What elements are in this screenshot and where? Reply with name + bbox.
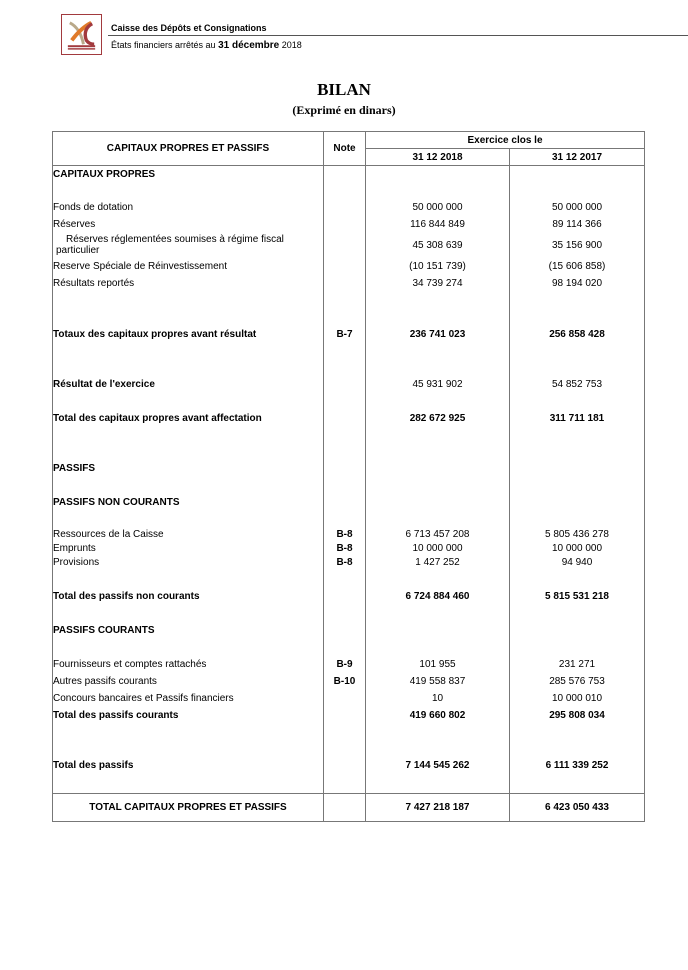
row-label: Totaux des capitaux propres avant résultat <box>53 326 324 343</box>
row-label: Reserve Spéciale de Réinvestissement <box>53 258 324 275</box>
row-note <box>324 690 366 707</box>
spacer-row <box>53 477 645 494</box>
report-subtitle-year: 2018 <box>279 40 302 50</box>
row-note <box>324 794 366 822</box>
row-note: B-8 <box>324 528 366 542</box>
row-note <box>324 275 366 292</box>
header-period-2017: 31 12 2017 <box>510 149 645 166</box>
row-value-2018: 6 713 457 208 <box>366 528 510 542</box>
spacer-row <box>53 511 645 528</box>
row-value-2017: 94 940 <box>510 556 645 570</box>
row-value-2017 <box>510 166 645 188</box>
row-label: Concours bancaires et Passifs financiers <box>53 690 324 707</box>
table-row <box>53 673 645 690</box>
row-value-2018 <box>366 460 510 477</box>
row-value-2017: 10 000 010 <box>510 690 645 707</box>
row-note: B-8 <box>324 556 366 570</box>
row-note <box>324 707 366 724</box>
table-row <box>53 757 645 774</box>
row-label: Ressources de la Caisse <box>53 528 324 542</box>
row-value-2017: 10 000 000 <box>510 542 645 556</box>
spacer-row <box>53 188 645 200</box>
row-value-2017: 256 858 428 <box>510 326 645 343</box>
row-label: Total des passifs courants <box>53 707 324 724</box>
header-period-2018: 31 12 2018 <box>366 149 510 166</box>
row-value-2018 <box>366 494 510 511</box>
table-row <box>53 275 645 292</box>
table-row <box>53 410 645 427</box>
table-row <box>53 542 645 556</box>
row-note: B-9 <box>324 656 366 673</box>
row-label: Résultats reportés <box>53 275 324 292</box>
organization-name: Caisse des Dépôts et Consignations <box>111 23 267 33</box>
spacer-row <box>53 393 645 410</box>
row-value-2017 <box>510 494 645 511</box>
row-note <box>324 588 366 605</box>
row-value-2017: 5 805 436 278 <box>510 528 645 542</box>
row-note: B-8 <box>324 542 366 556</box>
row-label: Résultat de l'exercice <box>53 376 324 393</box>
spacer-row <box>53 724 645 757</box>
row-label: PASSIFS <box>53 460 324 477</box>
cdc-logo-icon <box>61 14 102 55</box>
balance-sheet-table <box>52 131 645 822</box>
document-title: BILAN <box>317 80 371 99</box>
row-value-2018: 45 931 902 <box>366 376 510 393</box>
row-value-2018: 50 000 000 <box>366 200 510 216</box>
row-label: Autres passifs courants <box>53 673 324 690</box>
row-value-2018: 7 427 218 187 <box>366 794 510 822</box>
row-value-2017: 35 156 900 <box>510 233 645 258</box>
table-row <box>53 556 645 570</box>
spacer-row <box>53 292 645 326</box>
row-value-2017: 6 111 339 252 <box>510 757 645 774</box>
row-label: PASSIFS COURANTS <box>53 622 324 639</box>
table-row <box>53 166 645 188</box>
table-row <box>53 376 645 393</box>
row-note <box>324 410 366 427</box>
table-row <box>53 528 645 542</box>
table-row <box>53 622 645 639</box>
row-note <box>324 757 366 774</box>
report-subtitle <box>111 40 302 51</box>
table-row <box>53 326 645 343</box>
row-label: TOTAL CAPITAUX PROPRES ET PASSIFS <box>53 794 324 822</box>
header-exercise-group: Exercice clos le <box>366 132 645 149</box>
header-note: Note <box>324 132 366 166</box>
table-row <box>53 233 645 258</box>
row-value-2017: 295 808 034 <box>510 707 645 724</box>
row-value-2018: 282 672 925 <box>366 410 510 427</box>
row-note <box>324 622 366 639</box>
row-value-2017: 50 000 000 <box>510 200 645 216</box>
row-value-2017 <box>510 622 645 639</box>
row-value-2018: 419 558 837 <box>366 673 510 690</box>
row-label: Total des passifs <box>53 757 324 774</box>
row-value-2017: 5 815 531 218 <box>510 588 645 605</box>
row-value-2018: 7 144 545 262 <box>366 757 510 774</box>
row-note <box>324 216 366 233</box>
spacer-row <box>53 427 645 460</box>
table-row <box>53 258 645 275</box>
document-unit: (Exprimé en dinars) <box>292 103 396 117</box>
table-row <box>53 690 645 707</box>
row-value-2017: 89 114 366 <box>510 216 645 233</box>
row-value-2018: 116 844 849 <box>366 216 510 233</box>
grand-total-row <box>53 794 645 822</box>
row-label-line2: particulier <box>56 245 100 256</box>
header-label: CAPITAUX PROPRES ET PASSIFS <box>53 132 324 166</box>
spacer-row <box>53 639 645 656</box>
row-value-2018: 1 427 252 <box>366 556 510 570</box>
report-subtitle-prefix: États financiers arrêtés au <box>111 40 219 50</box>
row-value-2018: 236 741 023 <box>366 326 510 343</box>
row-value-2018 <box>366 166 510 188</box>
report-subtitle-date: 31 décembre <box>218 40 280 51</box>
row-value-2017: 231 271 <box>510 656 645 673</box>
row-label: Fournisseurs et comptes rattachés <box>53 656 324 673</box>
row-value-2018: 10 <box>366 690 510 707</box>
row-value-2017: 98 194 020 <box>510 275 645 292</box>
row-label: Réserves <box>53 216 324 233</box>
spacer-row <box>53 343 645 376</box>
row-label: Emprunts <box>53 542 324 556</box>
row-label: Provisions <box>53 556 324 570</box>
row-value-2018: 6 724 884 460 <box>366 588 510 605</box>
row-label: CAPITAUX PROPRES <box>53 166 324 188</box>
row-note: B-10 <box>324 673 366 690</box>
header-divider <box>108 35 688 36</box>
table-row <box>53 707 645 724</box>
row-label <box>53 233 324 258</box>
row-value-2017 <box>510 460 645 477</box>
row-note <box>324 460 366 477</box>
row-value-2018: 34 739 274 <box>366 275 510 292</box>
row-label: PASSIFS NON COURANTS <box>53 494 324 511</box>
row-note <box>324 494 366 511</box>
spacer-row <box>53 774 645 794</box>
row-value-2018 <box>366 622 510 639</box>
table-row <box>53 656 645 673</box>
row-note <box>324 233 366 258</box>
row-note <box>324 200 366 216</box>
row-label: Total des passifs non courants <box>53 588 324 605</box>
row-value-2017: 54 852 753 <box>510 376 645 393</box>
row-value-2017: 6 423 050 433 <box>510 794 645 822</box>
table-row <box>53 460 645 477</box>
row-label: Fonds de dotation <box>53 200 324 216</box>
row-value-2017: 285 576 753 <box>510 673 645 690</box>
row-note <box>324 166 366 188</box>
spacer-row <box>53 570 645 588</box>
row-value-2017: 311 711 181 <box>510 410 645 427</box>
row-value-2017: (15 606 858) <box>510 258 645 275</box>
table-row <box>53 216 645 233</box>
row-value-2018: 45 308 639 <box>366 233 510 258</box>
row-note <box>324 376 366 393</box>
row-label-line1: Réserves réglementées soumises à régime fiscal <box>66 234 284 245</box>
table-row <box>53 200 645 216</box>
table-row <box>53 588 645 605</box>
row-note: B-7 <box>324 326 366 343</box>
spacer-row <box>53 605 645 622</box>
row-label: Total des capitaux propres avant affectation <box>53 410 324 427</box>
table-row <box>53 494 645 511</box>
row-value-2018: 10 000 000 <box>366 542 510 556</box>
row-note <box>324 258 366 275</box>
row-value-2018: (10 151 739) <box>366 258 510 275</box>
row-value-2018: 101 955 <box>366 656 510 673</box>
row-value-2018: 419 660 802 <box>366 707 510 724</box>
